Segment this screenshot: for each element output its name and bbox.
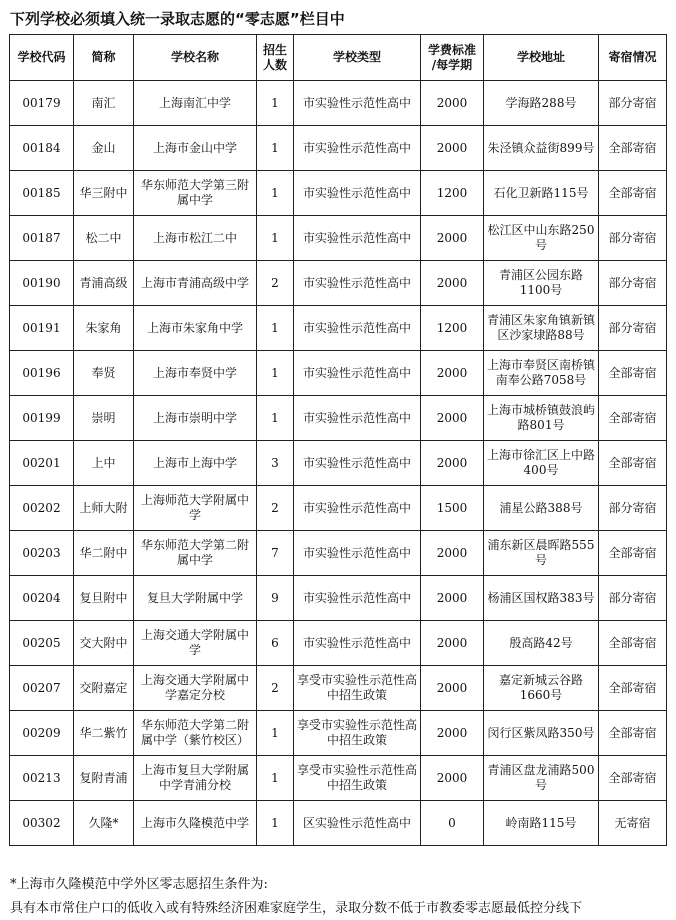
cell-school-type: 市实验性示范性高中 [294,351,421,396]
cell-enrollment: 1 [257,711,294,756]
cell-school-type: 享受市实验性示范性高中招生政策 [294,756,421,801]
cell-tuition: 2000 [421,351,484,396]
cell-tuition: 2000 [421,396,484,441]
cell-school-type: 市实验性示范性高中 [294,81,421,126]
cell-enrollment: 1 [257,171,294,216]
cell-school-type: 市实验性示范性高中 [294,261,421,306]
cell-tuition: 2000 [421,216,484,261]
cell-enrollment: 1 [257,801,294,846]
header-row [10,35,667,81]
cell-tuition: 2000 [421,576,484,621]
cell-school-name: 华东师范大学第二附属中学 [134,531,257,576]
cell-short-name: 华二紫竹 [74,711,134,756]
cell-address: 青浦区公园东路1100号 [484,261,599,306]
table-row [10,711,667,756]
cell-school-name: 上海市朱家角中学 [134,306,257,351]
cell-school-type: 市实验性示范性高中 [294,576,421,621]
cell-school-name: 上海师范大学附属中学 [134,486,257,531]
cell-address: 青浦区盘龙浦路500号 [484,756,599,801]
cell-address: 石化卫新路115号 [484,171,599,216]
table-row [10,171,667,216]
cell-school-name: 上海市奉贤中学 [134,351,257,396]
cell-enrollment: 1 [257,756,294,801]
table-row [10,216,667,261]
cell-school-name: 华东师范大学第三附属中学 [134,171,257,216]
cell-code: 00196 [10,351,74,396]
cell-boarding: 全部寄宿 [599,171,667,216]
cell-school-type: 市实验性示范性高中 [294,531,421,576]
table-row [10,261,667,306]
table-row [10,81,667,126]
cell-short-name: 朱家角 [74,306,134,351]
cell-boarding: 部分寄宿 [599,261,667,306]
cell-short-name: 上师大附 [74,486,134,531]
cell-boarding: 部分寄宿 [599,306,667,351]
cell-address: 岭南路115号 [484,801,599,846]
cell-boarding: 全部寄宿 [599,351,667,396]
cell-tuition: 1200 [421,171,484,216]
cell-tuition: 2000 [421,126,484,171]
table-row [10,486,667,531]
cell-school-type: 市实验性示范性高中 [294,126,421,171]
header-tuition: 学费标准 /每学期 [421,35,484,81]
cell-school-type: 区实验性示范性高中 [294,801,421,846]
cell-short-name: 松二中 [74,216,134,261]
cell-tuition: 2000 [421,756,484,801]
table-row [10,396,667,441]
cell-tuition: 2000 [421,711,484,756]
cell-tuition: 0 [421,801,484,846]
cell-school-type: 市实验性示范性高中 [294,621,421,666]
cell-enrollment: 1 [257,351,294,396]
cell-boarding: 部分寄宿 [599,486,667,531]
table-row [10,666,667,711]
cell-enrollment: 1 [257,126,294,171]
cell-school-name: 复旦大学附属中学 [134,576,257,621]
cell-address: 上海市奉贤区南桥镇南奉公路7058号 [484,351,599,396]
cell-short-name: 金山 [74,126,134,171]
cell-address: 学海路288号 [484,81,599,126]
cell-school-name: 上海市复旦大学附属中学青浦分校 [134,756,257,801]
cell-tuition: 1200 [421,306,484,351]
cell-school-type: 享受市实验性示范性高中招生政策 [294,711,421,756]
cell-school-name: 上海市松江二中 [134,216,257,261]
header-boarding: 寄宿情况 [599,35,667,81]
header-enrollment: 招生 人数 [257,35,294,81]
cell-address: 朱泾镇众益街899号 [484,126,599,171]
cell-code: 00190 [10,261,74,306]
cell-tuition: 2000 [421,261,484,306]
cell-code: 00203 [10,531,74,576]
table-row [10,801,667,846]
table-row [10,306,667,351]
cell-school-name: 华东师范大学第二附属中学（紫竹校区） [134,711,257,756]
header-school-type: 学校类型 [294,35,421,81]
table-row [10,756,667,801]
cell-school-type: 享受市实验性示范性高中招生政策 [294,666,421,711]
cell-code: 00302 [10,801,74,846]
cell-boarding: 全部寄宿 [599,441,667,486]
cell-school-name: 上海市久隆模范中学 [134,801,257,846]
cell-boarding: 全部寄宿 [599,621,667,666]
cell-school-type: 市实验性示范性高中 [294,441,421,486]
cell-boarding: 全部寄宿 [599,666,667,711]
cell-code: 00199 [10,396,74,441]
cell-tuition: 2000 [421,531,484,576]
cell-code: 00204 [10,576,74,621]
cell-enrollment: 6 [257,621,294,666]
cell-school-type: 市实验性示范性高中 [294,216,421,261]
cell-school-type: 市实验性示范性高中 [294,486,421,531]
footnote-text: 具有本市常住户口的低收入或有特殊经济困难家庭学生，录取分数不低于市教委零志愿最低控分线下 [10,901,583,916]
cell-school-type: 市实验性示范性高中 [294,396,421,441]
cell-code: 00202 [10,486,74,531]
cell-boarding: 全部寄宿 [599,396,667,441]
footnote-title: *上海市久隆模范中学外区零志愿招生条件为: [10,877,268,892]
table-row [10,576,667,621]
cell-short-name: 南汇 [74,81,134,126]
table-row [10,351,667,396]
cell-enrollment: 3 [257,441,294,486]
cell-code: 00207 [10,666,74,711]
cell-boarding: 部分寄宿 [599,216,667,261]
cell-address: 殷高路42号 [484,621,599,666]
cell-boarding: 全部寄宿 [599,756,667,801]
table-row [10,621,667,666]
cell-code: 00205 [10,621,74,666]
cell-short-name: 上中 [74,441,134,486]
header-code: 学校代码 [10,35,74,81]
cell-address: 松江区中山东路250号 [484,216,599,261]
school-table [9,34,667,846]
cell-short-name: 奉贤 [74,351,134,396]
cell-school-name: 上海市上海中学 [134,441,257,486]
cell-enrollment: 7 [257,531,294,576]
cell-code: 00179 [10,81,74,126]
page-title: 下列学校必须填入统一录取志愿的“零志愿”栏目中 [10,10,345,28]
cell-enrollment: 2 [257,261,294,306]
cell-enrollment: 1 [257,306,294,351]
cell-enrollment: 1 [257,216,294,261]
cell-tuition: 2000 [421,666,484,711]
cell-code: 00201 [10,441,74,486]
cell-address: 浦东新区晨晖路555号 [484,531,599,576]
cell-short-name: 华三附中 [74,171,134,216]
cell-school-type: 市实验性示范性高中 [294,171,421,216]
cell-address: 嘉定新城云谷路1660号 [484,666,599,711]
cell-short-name: 交附嘉定 [74,666,134,711]
cell-enrollment: 1 [257,81,294,126]
header-short-name: 简称 [74,35,134,81]
cell-short-name: 复旦附中 [74,576,134,621]
cell-address: 杨浦区国权路383号 [484,576,599,621]
table-row [10,126,667,171]
table-row [10,531,667,576]
cell-school-name: 上海市青浦高级中学 [134,261,257,306]
cell-school-name: 上海市崇明中学 [134,396,257,441]
cell-tuition: 1500 [421,486,484,531]
cell-boarding: 无寄宿 [599,801,667,846]
cell-code: 00187 [10,216,74,261]
cell-address: 青浦区朱家角镇新镇区沙家埭路88号 [484,306,599,351]
cell-code: 00213 [10,756,74,801]
cell-short-name: 青浦高级 [74,261,134,306]
cell-tuition: 2000 [421,441,484,486]
cell-code: 00191 [10,306,74,351]
cell-code: 00185 [10,171,74,216]
cell-tuition: 2000 [421,81,484,126]
cell-tuition: 2000 [421,621,484,666]
cell-boarding: 部分寄宿 [599,576,667,621]
cell-address: 浦星公路388号 [484,486,599,531]
cell-code: 00209 [10,711,74,756]
cell-short-name: 复附青浦 [74,756,134,801]
cell-boarding: 全部寄宿 [599,711,667,756]
cell-school-type: 市实验性示范性高中 [294,306,421,351]
cell-short-name: 崇明 [74,396,134,441]
header-address: 学校地址 [484,35,599,81]
cell-school-name: 上海南汇中学 [134,81,257,126]
cell-address: 闵行区紫凤路350号 [484,711,599,756]
table-row [10,441,667,486]
cell-short-name: 久隆* [74,801,134,846]
cell-address: 上海市城桥镇鼓浪屿路801号 [484,396,599,441]
cell-short-name: 华二附中 [74,531,134,576]
cell-boarding: 全部寄宿 [599,126,667,171]
cell-enrollment: 1 [257,396,294,441]
cell-boarding: 全部寄宿 [599,531,667,576]
cell-address: 上海市徐汇区上中路400号 [484,441,599,486]
cell-school-name: 上海市金山中学 [134,126,257,171]
cell-short-name: 交大附中 [74,621,134,666]
cell-enrollment: 9 [257,576,294,621]
cell-school-name: 上海交通大学附属中学嘉定分校 [134,666,257,711]
cell-enrollment: 2 [257,486,294,531]
cell-school-name: 上海交通大学附属中学 [134,621,257,666]
cell-boarding: 部分寄宿 [599,81,667,126]
cell-code: 00184 [10,126,74,171]
cell-enrollment: 2 [257,666,294,711]
header-school-name: 学校名称 [134,35,257,81]
